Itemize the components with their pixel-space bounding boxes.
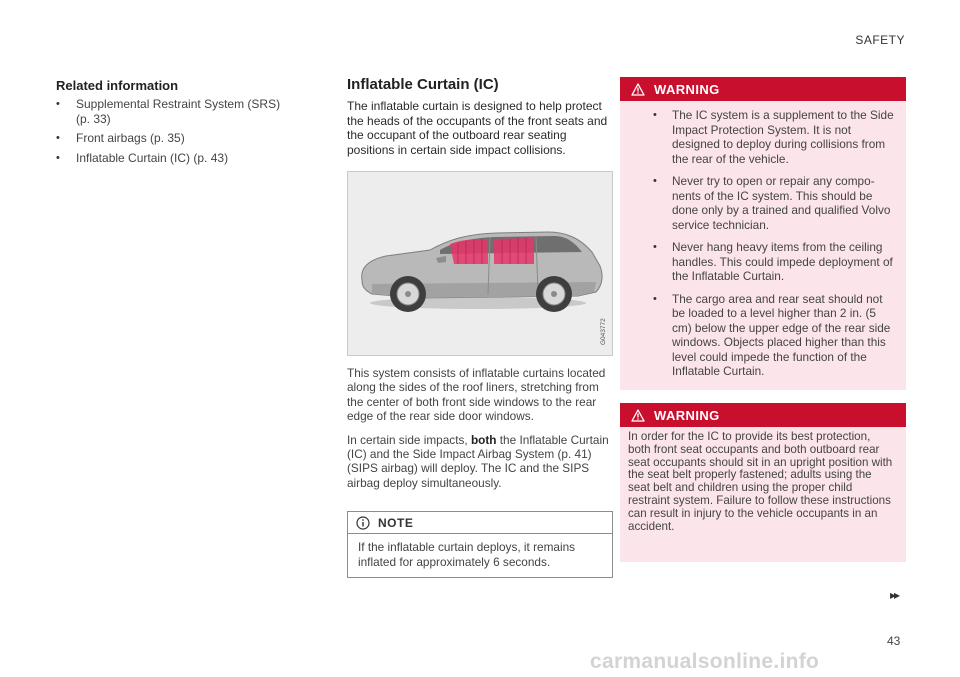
bullet-icon: • [653, 109, 657, 121]
bullet-icon: • [56, 98, 60, 110]
figure-code [597, 307, 607, 347]
warning-item-text: Never try to open or repair any components of the IC system. This should be done only by a trained and qualified Volvo service technician. [672, 174, 891, 232]
note-text: If the inflatable curtain deploys, it remains inflated for approximately 6 seconds. [358, 540, 576, 569]
para2-post[interactable]: the Inflatable Curtain (IC) and the Side Impact Airbag System (p. 41) (SIPS airbag) will deploy. The IC and the SIPS airbag deploy simultaneously. [347, 432, 609, 490]
note-box [347, 511, 613, 578]
warning-item [628, 108, 896, 166]
car-illustration [347, 171, 613, 356]
warning-item-text: The cargo area and rear seat should not be loaded to a level higher than 2 in. (5 cm) below the upper edge of the rear side windows. Objects placed higher than this level could impede the function of the Inflatable Curtain. [672, 291, 891, 378]
related-list [56, 97, 296, 165]
warning-header [620, 403, 906, 427]
bullet-icon: • [56, 151, 60, 164]
article-body [347, 366, 613, 499]
warning-item [628, 292, 896, 379]
related-title: Related information [56, 78, 179, 93]
warning-list [620, 101, 906, 379]
related-link-label: Supplemental Restraint System (SRS) (p. 33) [76, 97, 281, 126]
related-link-srs[interactable] [56, 97, 296, 126]
warning-item [628, 240, 896, 284]
body-paragraph: This system consists of inflatable curtains located along the sides of the roof liners, stretching from the center of both front side windows to the rear edge of the rear side door windows. [347, 366, 606, 424]
next-page-icon[interactable]: ▸▸ [890, 588, 899, 602]
warning-box [620, 77, 906, 390]
body-paragraph-2 [347, 433, 613, 491]
section-header: SAFETY [855, 33, 905, 47]
bullet-icon: • [653, 292, 657, 305]
note-title: NOTE [378, 515, 414, 530]
page-title: Inflatable Curtain (IC) [347, 76, 499, 93]
note-header [348, 512, 612, 534]
warning-title: WARNING [654, 81, 720, 97]
related-information [56, 78, 296, 170]
warning-item-text: Never hang heavy items from the ceiling handles. This could impede deployment of the Inflatable Curtain. [672, 240, 893, 283]
related-link-inflatable-curtain[interactable] [56, 151, 296, 166]
bullet-icon: • [653, 241, 657, 253]
related-link-label: Front airbags (p. 35) [76, 131, 185, 145]
bullet-icon: • [653, 175, 657, 187]
warning-triangle-icon [631, 83, 645, 96]
watermark: carmanualsonline.info [590, 650, 820, 673]
warning-item [628, 174, 896, 232]
warning-box-2 [620, 403, 906, 562]
bullet-icon: • [56, 132, 60, 144]
related-link-front-airbags[interactable] [56, 131, 296, 146]
curtain-airbag-rear [494, 238, 534, 264]
warning-header [620, 77, 906, 101]
article-intro [347, 76, 613, 157]
warning-triangle-icon [631, 409, 645, 422]
para2-emphasis: both [470, 432, 497, 447]
related-link-label: Inflatable Curtain (IC) (p. 43) [76, 150, 229, 165]
warning-title: WARNING [654, 407, 720, 423]
warning-item-text: The IC system is a supplement to the Side Impact Protection System. It is not designed to deploy during collisions from the rear of the vehicle. [672, 108, 894, 166]
car-side-view-image [348, 172, 612, 355]
para2-pre: In certain side impacts, [347, 432, 468, 447]
info-icon [356, 516, 370, 530]
figure-code-text: G043772 [600, 318, 607, 345]
intro-paragraph: The inflatable curtain is designed to help protect the heads of the occupants of the front seats and the occupant of the outboard rear seating positions in certain side impact collisions. [347, 99, 608, 157]
warning-text: In order for the IC to provide its best protection, both front seat occupants and both outboard rear seat occupants should sit in an upright position with the seat belt properly fastened; adults using the seat belt and children using the proper child restraint system. Failure to follow these instructions can result in injury to the vehicle occupants in an accident. [628, 430, 893, 533]
page-number: 43 [887, 634, 901, 648]
